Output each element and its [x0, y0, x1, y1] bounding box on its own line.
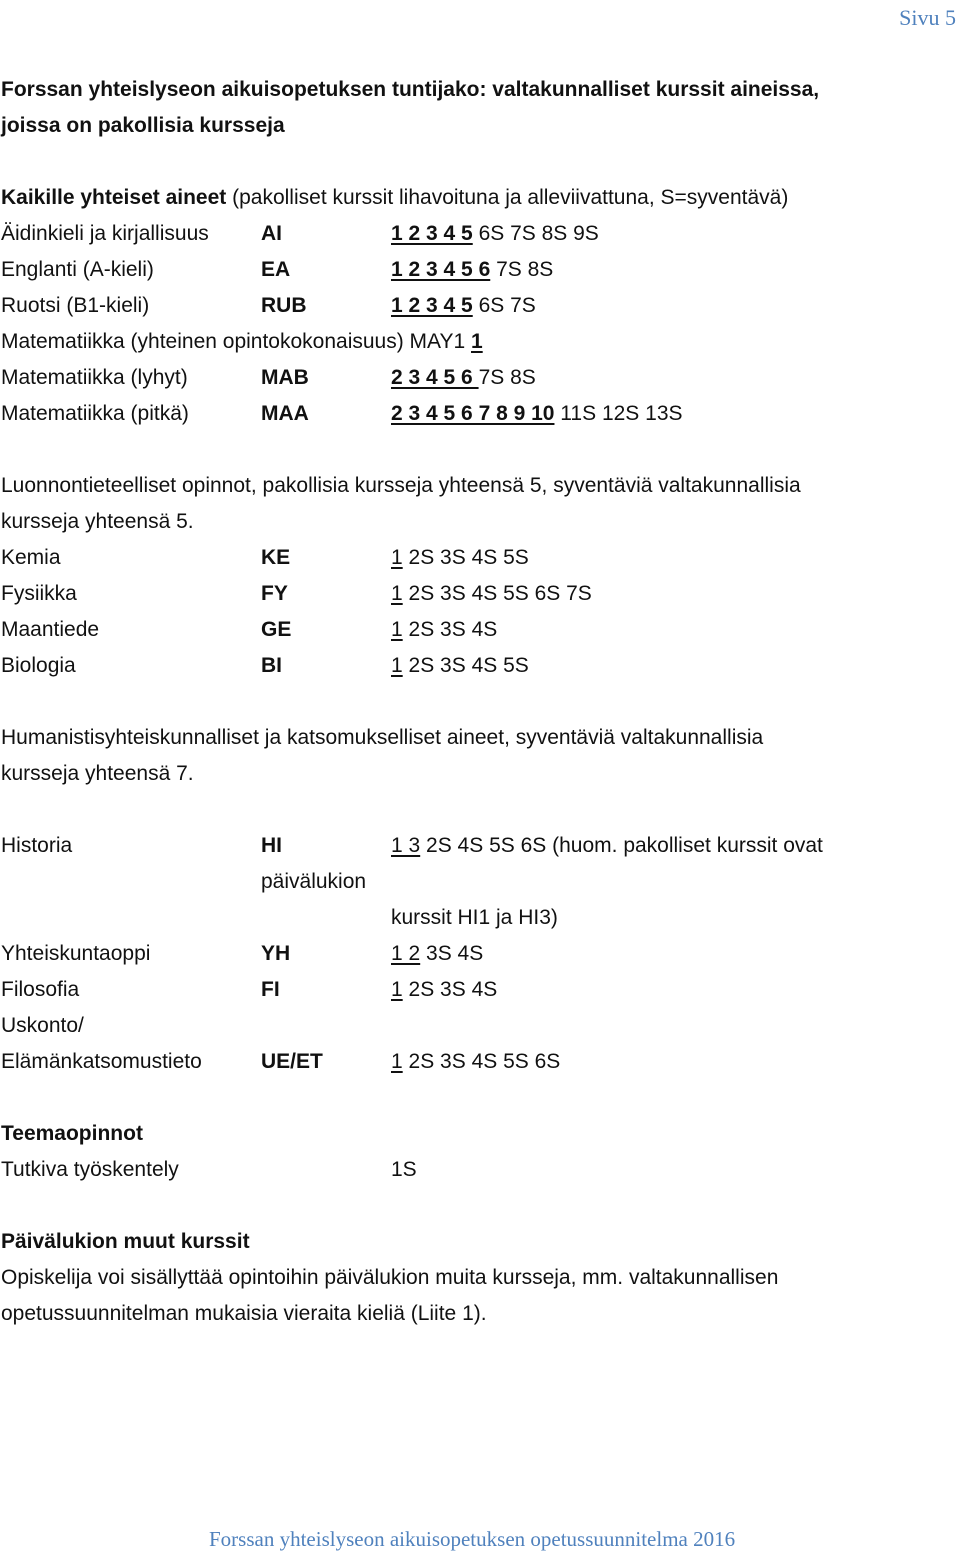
subject-courses: 1S	[391, 1158, 417, 1181]
subject-code: YH	[261, 942, 291, 965]
historia-note-continuation-1: päivälukion	[261, 870, 367, 893]
compulsory-courses: 2 3 4 5 6	[391, 366, 479, 389]
optional-courses: 2S 3S 4S 5S 6S 7S	[402, 582, 592, 605]
subject-courses	[391, 655, 529, 676]
other-courses-text-line-1: Opiskelija voi sisällyttää opintoihin päivälukion muita kursseja, mm. valtakunnallisen	[1, 1266, 779, 1289]
subject-courses	[391, 223, 599, 244]
subject-code: KE	[261, 546, 291, 569]
optional-courses: 6S 7S 8S 9S	[472, 222, 599, 245]
subject-row-bi	[1, 655, 956, 679]
page-number: Sivu 5	[899, 5, 956, 30]
compulsory-courses: 1	[471, 330, 483, 353]
document-title-line-2: joissa on pakollisia kursseja	[1, 114, 285, 137]
subject-row-ke	[1, 547, 956, 571]
compulsory-courses: 1 2 3 4 5	[391, 222, 473, 245]
historia-note-continuation-2: kurssit HI1 ja HI3)	[391, 906, 558, 929]
subject-code: EA	[261, 258, 291, 281]
subject-name: Äidinkieli ja kirjallisuus	[1, 222, 209, 245]
subject-row-ue	[1, 1051, 956, 1075]
subject-code: UE/ET	[261, 1050, 323, 1073]
subject-row-may	[1, 331, 483, 352]
subject-name: Kemia	[1, 546, 61, 569]
subject-code: MAA	[261, 402, 309, 425]
subject-row-maa	[1, 403, 956, 427]
subject-courses	[391, 259, 553, 280]
subject-name: Ruotsi (B1-kieli)	[1, 294, 150, 317]
subject-row-mab	[1, 367, 956, 391]
optional-courses: 2S 3S 4S 5S 6S	[402, 1050, 561, 1073]
compulsory-courses: 1	[391, 582, 403, 605]
compulsory-courses: 2 3 4 5 6 7 8 9 10	[391, 402, 555, 425]
optional-courses: 6S 7S	[472, 294, 536, 317]
subject-row-rub	[1, 295, 956, 319]
subject-courses	[391, 295, 536, 316]
subject-code: RUB	[261, 294, 307, 317]
humanities-intro-line-1: Humanistisyhteiskunnalliset ja katsomukselliset aineet, syventäviä valtakunnallisia	[1, 726, 764, 749]
other-courses-text-line-2: opetussuunnitelman mukaisia vieraita kieliä (Liite 1).	[1, 1302, 487, 1325]
science-intro-line-1: Luonnontieteelliset opinnot, pakollisia kursseja yhteensä 5, syventäviä valtakunnallisia	[1, 474, 801, 497]
optional-courses: 2S 3S 4S	[402, 618, 498, 641]
optional-courses: 7S 8S	[478, 366, 536, 389]
subject-code: FI	[261, 978, 280, 1001]
page-footer: Forssan yhteislyseon aikuisopetuksen opetussuunnitelma 2016	[209, 1527, 736, 1551]
subject-code: MAB	[261, 366, 309, 389]
optional-courses: 7S 8S	[490, 258, 554, 281]
subject-courses	[391, 583, 592, 604]
subject-courses	[391, 835, 823, 856]
subject-name: Matematiikka (lyhyt)	[1, 366, 188, 389]
common-subjects-heading	[1, 187, 788, 208]
compulsory-courses: 1	[391, 1050, 403, 1073]
subject-code: HI	[261, 834, 282, 857]
other-courses-heading: Päivälukion muut kurssit	[1, 1230, 250, 1253]
compulsory-courses: 1	[391, 546, 403, 569]
subject-name: Yhteiskuntaoppi	[1, 942, 151, 965]
subject-name: Englanti (A-kieli)	[1, 258, 154, 281]
optional-courses: 3S 4S	[420, 942, 484, 965]
subject-courses	[391, 979, 497, 1000]
subject-code: AI	[261, 222, 282, 245]
theme-studies-heading: Teemaopinnot	[1, 1122, 143, 1145]
subject-row-yh	[1, 943, 956, 967]
subject-courses	[391, 547, 529, 568]
subject-name: Tutkiva työskentely	[1, 1158, 179, 1181]
subject-row-ea	[1, 259, 956, 283]
subject-courses	[391, 943, 483, 964]
subject-row-fi	[1, 979, 956, 1003]
common-subjects-heading-bold: Kaikille yhteiset aineet	[1, 186, 227, 209]
subject-code: GE	[261, 618, 292, 641]
subject-name: Historia	[1, 834, 73, 857]
compulsory-courses: 1 2 3 4 5	[391, 294, 473, 317]
subject-courses	[391, 403, 683, 424]
humanities-intro-line-2: kursseja yhteensä 7.	[1, 762, 194, 785]
optional-courses: 11S 12S 13S	[554, 402, 683, 425]
subject-courses	[391, 1051, 560, 1072]
subject-row-ge	[1, 619, 956, 643]
compulsory-courses: 1	[391, 618, 403, 641]
common-subjects-heading-note: (pakolliset kurssit lihavoituna ja alleviivattuna, S=syventävä)	[226, 186, 789, 209]
subject-row-hi	[1, 835, 956, 859]
subject-code: FY	[261, 582, 288, 605]
subject-courses	[391, 619, 497, 640]
optional-courses: 2S 3S 4S	[402, 978, 498, 1001]
subject-code: BI	[261, 654, 282, 677]
subject-name: Elämänkatsomustieto	[1, 1050, 202, 1073]
optional-courses: 2S 3S 4S 5S	[402, 546, 529, 569]
subject-courses	[391, 367, 536, 388]
compulsory-courses: 1 2	[391, 942, 421, 965]
optional-courses: 2S 3S 4S 5S	[402, 654, 529, 677]
subject-name: Matematiikka (pitkä)	[1, 402, 189, 425]
subject-name-ue-line-1: Uskonto/	[1, 1014, 84, 1037]
document-title-line-1: Forssan yhteislyseon aikuisopetuksen tuntijako: valtakunnalliset kurssit aineissa,	[1, 78, 820, 101]
compulsory-courses: 1	[391, 654, 403, 677]
subject-row-ai	[1, 223, 956, 247]
subject-name: Biologia	[1, 654, 76, 677]
may-text: Matematiikka (yhteinen opintokokonaisuus) MAY1	[1, 330, 472, 353]
subject-name: Maantiede	[1, 618, 100, 641]
science-intro-line-2: kursseja yhteensä 5.	[1, 510, 194, 533]
compulsory-courses: 1 2 3 4 5 6	[391, 258, 491, 281]
subject-name: Fysiikka	[1, 582, 77, 605]
compulsory-courses: 1	[391, 978, 403, 1001]
subject-row-fy	[1, 583, 956, 607]
subject-name: Filosofia	[1, 978, 80, 1001]
subject-row-tutkiva	[1, 1159, 956, 1183]
compulsory-courses: 1 3	[391, 834, 421, 857]
optional-courses: 2S 4S 5S 6S (huom. pakolliset kurssit ovat	[420, 834, 823, 857]
